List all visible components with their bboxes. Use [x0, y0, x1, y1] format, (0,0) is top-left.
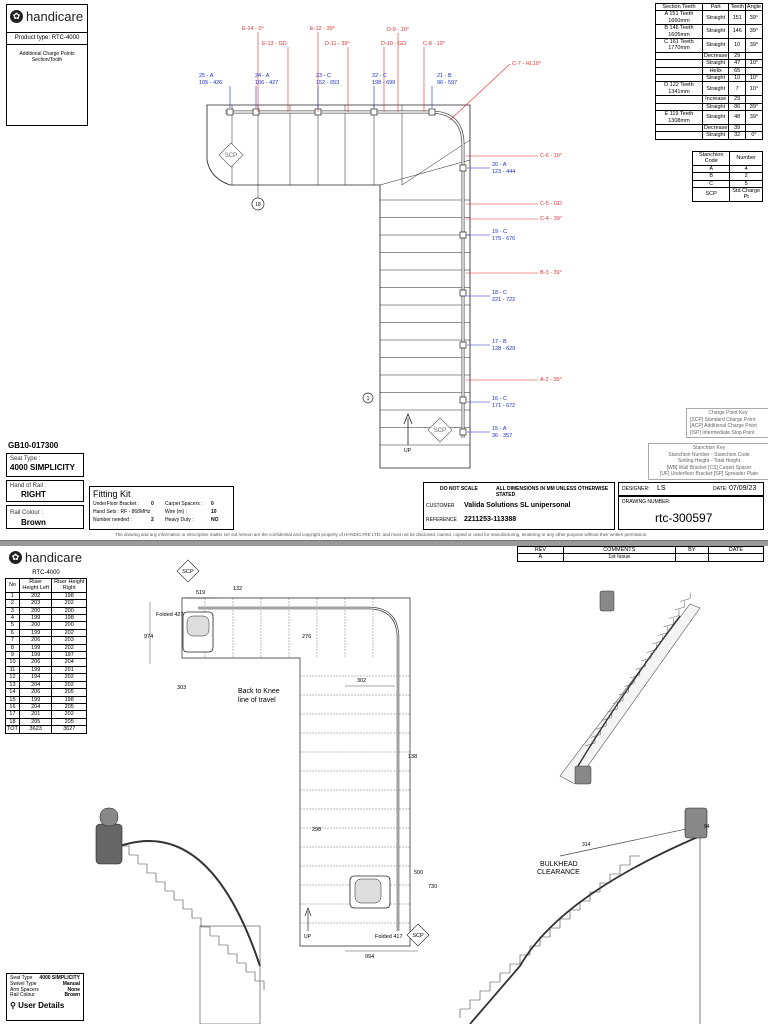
section-table-cell: A 151 Teeth 1660mm	[656, 11, 703, 25]
riser-table-cell: 202	[52, 674, 87, 681]
section-table-cell: B 146 Teeth 1605mm	[656, 25, 703, 39]
date-label: DATE:	[713, 486, 728, 492]
section-table-cell: 29	[729, 96, 745, 103]
additional-charge-points-title: Additional Charge Points Section/Tooth	[19, 51, 75, 63]
riser-table-cell: 5	[6, 622, 20, 629]
elevation-chair	[96, 824, 122, 864]
rev-table-header-2: BY	[675, 547, 708, 554]
riser-table-cell: 18	[6, 718, 20, 725]
stanchion-key-line-2: Setting Height - Total Height	[677, 458, 741, 464]
rail-path-inner	[225, 112, 463, 438]
dimension-label: 302	[357, 678, 367, 684]
section-table-cell: 29	[729, 52, 745, 59]
red-charge-label: E-12 - 39°	[310, 26, 335, 32]
riser-table-cell: 17	[6, 711, 20, 718]
stanchion-marker	[460, 342, 466, 348]
rail-colour-box	[6, 505, 84, 529]
blue-stanchion-label: 25 - A	[199, 73, 214, 79]
riser-table-cell: 200	[52, 622, 87, 629]
riser-table-header-2: Riser Height Right	[52, 579, 87, 593]
blue-stanchion-label: 22 - C	[372, 73, 387, 79]
blue-stanchion-value: 96 - 597	[437, 80, 458, 86]
charge-key-isp: [ISP] Intermediate Stop Point	[690, 429, 755, 436]
fitting-label: Number needed :	[93, 516, 132, 523]
seat-type-value: 4000 SIMPLICITY	[10, 463, 75, 472]
up-arrow-icon	[404, 414, 412, 445]
designer-value: LS	[657, 485, 666, 492]
section-table-cell: Straight	[702, 60, 729, 67]
drawing-number-label: DRAWING NUMBER:	[622, 499, 671, 505]
fitting-value: 2	[151, 516, 154, 523]
riser-table-cell: 203	[52, 637, 87, 644]
tread-line	[402, 140, 470, 185]
riser-table-cell: 15	[6, 696, 20, 703]
rev-table-header-1: COMMENTS	[563, 547, 675, 554]
red-charge-label: B-3 - 39°	[540, 270, 562, 276]
section-table-cell: 10°	[745, 75, 762, 82]
stanchion-table-header-1: Number	[730, 152, 763, 166]
riser-table-header-1: Riser Height Left	[19, 579, 52, 593]
section-table-cell: 10	[729, 39, 745, 53]
red-charge-label: D-10 - GD	[381, 41, 407, 47]
user-details-box	[6, 973, 84, 1021]
model-label: RTC-4000	[32, 570, 60, 576]
section-table-cell: Straight	[702, 11, 729, 25]
section-table-cell: 48	[729, 111, 745, 125]
stanchion-key-line-4: [UF] Underfloor Bracket [SP] Spreader Plate	[659, 471, 759, 477]
red-charge-label: D-9 - 10°	[387, 27, 410, 33]
hand-of-rail-label: Hand of Rail :	[10, 483, 47, 489]
blue-stanchion-value: 105 - 426	[199, 80, 223, 86]
blue-stanchion-value: 123 - 444	[492, 169, 516, 175]
hand-of-rail-value: RIGHT	[21, 490, 46, 499]
riser-table-cell: 199	[19, 644, 52, 651]
elevation-chair-back	[100, 808, 118, 826]
riser-table-cell: 1	[6, 592, 20, 599]
section-table-header-1: Part	[702, 4, 729, 11]
riser-table-cell: 3627	[52, 726, 87, 733]
riser-table-header-0: No	[6, 579, 20, 593]
user-detail-label: Rail Colour	[10, 992, 35, 999]
dimension-label: 519	[196, 590, 206, 596]
hand-of-rail-box	[6, 480, 84, 502]
stanchion-marker	[460, 165, 466, 171]
bulkhead-dimension: 314	[582, 842, 591, 848]
dimension-label: 974	[144, 634, 154, 640]
user-detail-label: Seat Type	[10, 975, 33, 981]
rail-path	[225, 112, 463, 438]
stanchion-marker	[429, 109, 435, 115]
blue-stanchion-value: 175 - 676	[492, 236, 516, 242]
section-table-cell: 10	[729, 75, 745, 82]
section-table-cell: 47	[729, 60, 745, 67]
designer-label: DESIGNER:	[622, 486, 650, 492]
job-number: GB10-017300	[8, 441, 59, 450]
blue-stanchion-value: 198 - 699	[372, 80, 396, 86]
stanchion-table-cell: 2	[730, 173, 763, 180]
riser-table-cell: 10	[6, 659, 20, 666]
fitting-kit-title: Fitting Kit	[93, 489, 131, 499]
back-to-knee-note: Back to Knee	[238, 688, 280, 695]
reference-value: 2211253-113388	[464, 516, 517, 523]
rev-table-header-0: REV	[518, 547, 564, 554]
riser-table-cell: 6	[6, 629, 20, 636]
blue-stanchion-label: 21 - B	[437, 73, 452, 79]
up-label: UP	[304, 934, 311, 940]
riser-table-cell: 199	[19, 629, 52, 636]
stanchion-marker	[460, 232, 466, 238]
riser-table-cell: 199	[19, 615, 52, 622]
dimension-label: Folded 427	[156, 612, 184, 618]
stanchion-table-cell: C	[693, 180, 730, 187]
riser-table-cell: 9	[6, 652, 20, 659]
fitting-row	[93, 510, 230, 516]
fitting-row	[93, 502, 230, 508]
blue-stanchion-label: 17 - B	[492, 339, 507, 345]
riser-table-cell: 12	[6, 674, 20, 681]
section-table-cell: Straight	[702, 25, 729, 39]
drawing-sheet-2	[0, 546, 768, 1024]
dimension-label: 994	[365, 954, 375, 960]
fitting-value: 0	[151, 501, 154, 507]
riser-table-cell: 11	[6, 666, 20, 673]
riser-table-cell: 203	[19, 600, 52, 607]
riser-table-cell: 205	[52, 703, 87, 710]
blue-stanchion-value: 221 - 722	[492, 297, 516, 303]
red-charge-label: C-6 - 10°	[540, 153, 563, 159]
perspective-chair-bottom	[575, 766, 591, 784]
charge-key-title: Charge Point Key	[708, 410, 748, 416]
section-table-header-0: Section Teeth	[656, 4, 703, 11]
section-table-cell: Straight	[702, 132, 729, 139]
user-details-title: User Details	[18, 1001, 65, 1010]
riser-table-cell: 200	[19, 607, 52, 614]
section-table-cell: 39°	[745, 103, 762, 110]
dimension-label: 730	[428, 884, 438, 890]
elevation-rail	[120, 841, 260, 966]
blue-stanchion-label: 15 - A	[492, 426, 507, 432]
brand-name-2: handicare	[25, 550, 83, 565]
dimension-label: 138	[408, 754, 418, 760]
riser-table-cell: 3623	[19, 726, 52, 733]
section-table-cell: 86	[729, 103, 745, 110]
reference-label: REFERENCE	[426, 517, 457, 523]
chair-seat	[187, 616, 209, 636]
riser-table-cell: TOT	[7, 726, 18, 733]
dimension-label: 500	[414, 870, 424, 876]
section-table-cell: 10°	[745, 82, 762, 96]
stanchion-table-cell: SCP	[693, 188, 730, 202]
chair-seat	[355, 879, 381, 903]
riser-table-cell: 202	[52, 629, 87, 636]
section-table-cell: C 161 Teeth 1770mm	[656, 39, 703, 53]
stair-plan-diagram	[0, 0, 768, 490]
section-table-cell: 39°	[745, 111, 762, 125]
riser-table-cell: 197	[52, 652, 87, 659]
user-detail-value: None	[67, 986, 80, 993]
riser-table-cell: 198	[52, 592, 87, 599]
do-not-scale-note: DO NOT SCALE	[440, 486, 478, 492]
section-table-header-3: Angle	[746, 4, 761, 10]
fitting-value	[151, 510, 165, 516]
riser-table-cell: 194	[19, 674, 52, 681]
stanchion-marker	[460, 397, 466, 403]
blue-stanchion-value: 128 - 629	[492, 346, 516, 352]
bulkhead-dimension: 94	[704, 824, 710, 830]
charge-key-acp: [ACP] Additional Charge Point	[690, 423, 757, 429]
stair-outline	[207, 105, 470, 468]
user-detail-row	[10, 993, 80, 999]
back-to-knee-note-2: line of travel	[238, 697, 276, 704]
perspective-chair-top	[600, 591, 614, 611]
user-details-heading	[10, 1001, 80, 1010]
stanchion-table-header-0: Stanchion Code	[693, 152, 730, 166]
user-detail-value: Brown	[64, 992, 80, 999]
red-charge-label: C-8 - 10°	[423, 41, 446, 47]
dimension-label: Folded 417	[375, 934, 403, 940]
riser-table-cell: 16	[6, 703, 20, 710]
stanchion-key	[648, 443, 768, 480]
designer-block	[618, 482, 764, 496]
section-table-cell: Straight	[702, 103, 729, 110]
stanchion-table-cell: 4	[730, 165, 763, 172]
fitting-value: NO	[211, 516, 219, 523]
section-table-cell: 32	[729, 132, 745, 139]
section-table-cell: 0°	[745, 132, 762, 139]
brand-name: handicare	[26, 9, 84, 24]
red-charge-label: D-11 - 39°	[325, 41, 350, 47]
riser-table-cell: 201	[19, 711, 52, 718]
user-detail-value: Manual	[62, 980, 80, 987]
dimension-label: 276	[302, 634, 312, 640]
blue-stanchion-label: 20 - A	[492, 162, 507, 168]
step-marker-text: 1	[366, 396, 370, 402]
riser-table-cell: 202	[52, 681, 87, 688]
fitting-label: Heavy Duty :	[165, 516, 194, 523]
stanchion-table-cell: 5	[730, 180, 763, 187]
riser-table-cell: 199	[19, 666, 52, 673]
red-charge-label: A-2 - 39°	[540, 377, 562, 383]
fitting-label: Wire (m) :	[165, 508, 187, 515]
customer-block	[423, 482, 615, 530]
date-value: 07/09/23	[729, 485, 757, 492]
up-arrow-icon	[305, 908, 311, 931]
customer-label: CUSTOMER	[426, 503, 455, 509]
scp-label: SCP	[433, 428, 447, 434]
blue-stanchion-label: 24 - A	[255, 73, 270, 79]
perspective-stair	[560, 604, 700, 784]
handicare-logo-icon: ✿	[9, 551, 22, 564]
red-charge-label: C-4 - 39°	[540, 216, 563, 222]
riser-table-cell: 7	[6, 637, 20, 644]
step-marker-text: 18	[255, 202, 261, 208]
riser-table-cell: 202	[19, 592, 52, 599]
elevation-stairs	[120, 846, 264, 990]
red-charge-label: C-7 - HL10°	[512, 61, 542, 67]
confidentiality-notice: The drawing and any information or descriptive matter set out hereon are the confidential and copyright property of HANDICARE LTD. and must not be disclosed, loaned, copied or used for manufacturing, tendering or any other purpose without their written permission.	[115, 532, 648, 537]
blue-stanchion-value: 106 - 427	[255, 80, 279, 86]
riser-table-cell: 204	[19, 681, 52, 688]
riser-table-cell: 199	[19, 696, 52, 703]
section-table-cell: 7	[729, 82, 745, 96]
riser-table-cell: 202	[52, 600, 87, 607]
riser-table-cell: 200	[52, 607, 87, 614]
charge-point-key	[686, 408, 768, 438]
blue-stanchion-value: 152 - 653	[316, 80, 340, 86]
stairlift-layout-views	[0, 546, 768, 1024]
rail-colour-label: Rail Colour :	[10, 510, 44, 516]
stanchion-marker	[227, 109, 233, 115]
rail-colour-value: Brown	[21, 518, 46, 527]
fitting-label: Carpet Spacers :	[165, 501, 203, 507]
section-table-cell: 39	[729, 124, 745, 131]
stanchion-marker	[460, 290, 466, 296]
riser-table-cell: 198	[52, 696, 87, 703]
stanchion-table-cell: B	[693, 173, 730, 180]
riser-table-cell: 205	[19, 718, 52, 725]
rev-table-cell: A	[518, 554, 564, 561]
stanchion-marker	[460, 429, 466, 435]
rev-table-cell: 1st Issue	[563, 554, 675, 561]
section-table-cell: 151	[729, 11, 745, 25]
blue-stanchion-value: 171 - 672	[492, 403, 516, 409]
riser-table-cell: 202	[52, 644, 87, 651]
section-table-cell: 39°	[745, 39, 762, 53]
fitting-kit-rows	[90, 502, 233, 523]
fitting-kit-box	[89, 486, 234, 530]
riser-table-cell: 8	[6, 644, 20, 651]
user-detail-label: Swivel Type	[10, 980, 37, 987]
bulkhead-rail	[470, 836, 700, 1024]
bulkhead-chair	[685, 808, 707, 838]
seat-type-label: Seat Type :	[10, 456, 41, 462]
section-table-cell: 65	[729, 67, 745, 74]
red-leader-line	[450, 64, 510, 120]
section-table-cell: Straight	[702, 39, 729, 53]
section-table-cell: Increase	[702, 96, 729, 103]
fitting-value: 0	[211, 501, 214, 507]
dimension-label: 303	[177, 685, 187, 691]
riser-table-cell: 14	[6, 689, 20, 696]
section-table-cell: Helix	[702, 67, 729, 74]
dimension-label: 298	[312, 827, 322, 833]
blue-stanchion-value: 36 - 357	[492, 433, 513, 439]
section-table-cell: 146	[729, 25, 745, 39]
section-table-cell: E 119 Teeth 1308mm	[656, 111, 703, 125]
section-table-cell: Straight	[702, 111, 729, 125]
riser-table-cell: 206	[19, 689, 52, 696]
fitting-label: Hand Sets : RF - 868MHz	[93, 508, 151, 515]
user-detail-label: Arm Spacers	[10, 986, 39, 993]
handicare-logo-icon: ✿	[10, 10, 23, 23]
person-icon: ⚲	[10, 1001, 16, 1010]
riser-table-cell: 202	[52, 711, 87, 718]
section-table-header-2: Teeth	[730, 4, 744, 10]
section-table-cell: 39°	[745, 11, 762, 25]
riser-table-cell: 199	[19, 652, 52, 659]
riser-table-cell: 2	[6, 600, 20, 607]
blue-stanchion-label: 19 - C	[492, 229, 507, 235]
user-details-rows	[10, 976, 80, 999]
section-table-cell: Decrease	[703, 124, 728, 131]
tread-line	[380, 160, 470, 185]
riser-table-cell: 4	[6, 615, 20, 622]
dimensions-note: ALL DIMENSIONS IN MM UNLESS OTHERWISE STATED	[496, 486, 609, 498]
user-detail-value: 4000 SIMPLICITY	[39, 975, 80, 981]
red-charge-label: E-14 - 0°	[242, 26, 264, 32]
rev-table-header-3: DATE	[708, 547, 763, 554]
stanchion-key-title: Stanchion Key	[692, 445, 726, 451]
riser-table-cell: 3	[6, 607, 20, 614]
scp-label: SCP	[224, 153, 238, 159]
red-charge-label: C-5 - GD	[540, 201, 562, 207]
bulkhead-clearance-label: BULKHEAD	[540, 861, 578, 868]
stanchion-table-cell: Std Charge Pt	[730, 188, 763, 202]
riser-table-cell: 204	[19, 703, 52, 710]
red-charge-label: E-13 - GD	[262, 41, 287, 47]
drawing-number-block	[618, 496, 764, 530]
riser-table-cell: 13	[6, 681, 20, 688]
scp-label: SCP	[412, 933, 424, 939]
stanchion-table-cell: A	[693, 165, 730, 172]
riser-table-cell: 206	[19, 637, 52, 644]
section-table-cell: 10°	[745, 60, 762, 67]
customer-value: Valida Solutions SL unipersonal	[464, 502, 571, 509]
riser-table-cell: 206	[19, 659, 52, 666]
stanchion-key-line-3: [WB] Wall Bracket [CS] Carpet Spacer	[666, 464, 752, 471]
stanchion-marker	[371, 109, 377, 115]
up-label: UP	[404, 448, 411, 454]
blue-stanchion-label: 18 - C	[492, 290, 507, 296]
stanchion-key-line-1: Stanchion Number - Stanchion Code	[668, 451, 750, 458]
blue-stanchion-label: 16 - C	[492, 396, 507, 402]
scp-label: SCP	[182, 569, 194, 575]
dimension-label: 132	[233, 586, 243, 592]
product-type: Product type: RTC-4000	[6, 32, 88, 45]
section-table-cell: 39°	[745, 25, 762, 39]
section-table-cell: Decrease	[703, 52, 728, 59]
fitting-value: 10	[211, 508, 217, 515]
section-table-cell: Straight	[702, 82, 729, 96]
fitting-label: UnderFloor Bracket :	[93, 501, 140, 507]
riser-table-cell: 198	[52, 615, 87, 622]
riser-table-cell: 201	[52, 666, 87, 673]
riser-table-cell: 205	[52, 689, 87, 696]
riser-table-cell: 205	[52, 718, 87, 725]
blue-stanchion-label: 23 - C	[316, 73, 331, 79]
riser-table-cell: 204	[52, 659, 87, 666]
section-table-cell: Straight	[702, 75, 729, 82]
seat-type-box	[6, 453, 84, 477]
bulkhead-clearance-label-2: CLEARANCE	[537, 869, 580, 876]
drawing-number-value: rtc-300597	[655, 511, 713, 525]
fitting-row	[93, 518, 230, 524]
riser-table-cell: 200	[19, 622, 52, 629]
section-table-cell: D 122 Teeth 1341mm	[656, 82, 703, 96]
charge-key-scp: [SCP] Standard Charge Point	[690, 416, 756, 423]
